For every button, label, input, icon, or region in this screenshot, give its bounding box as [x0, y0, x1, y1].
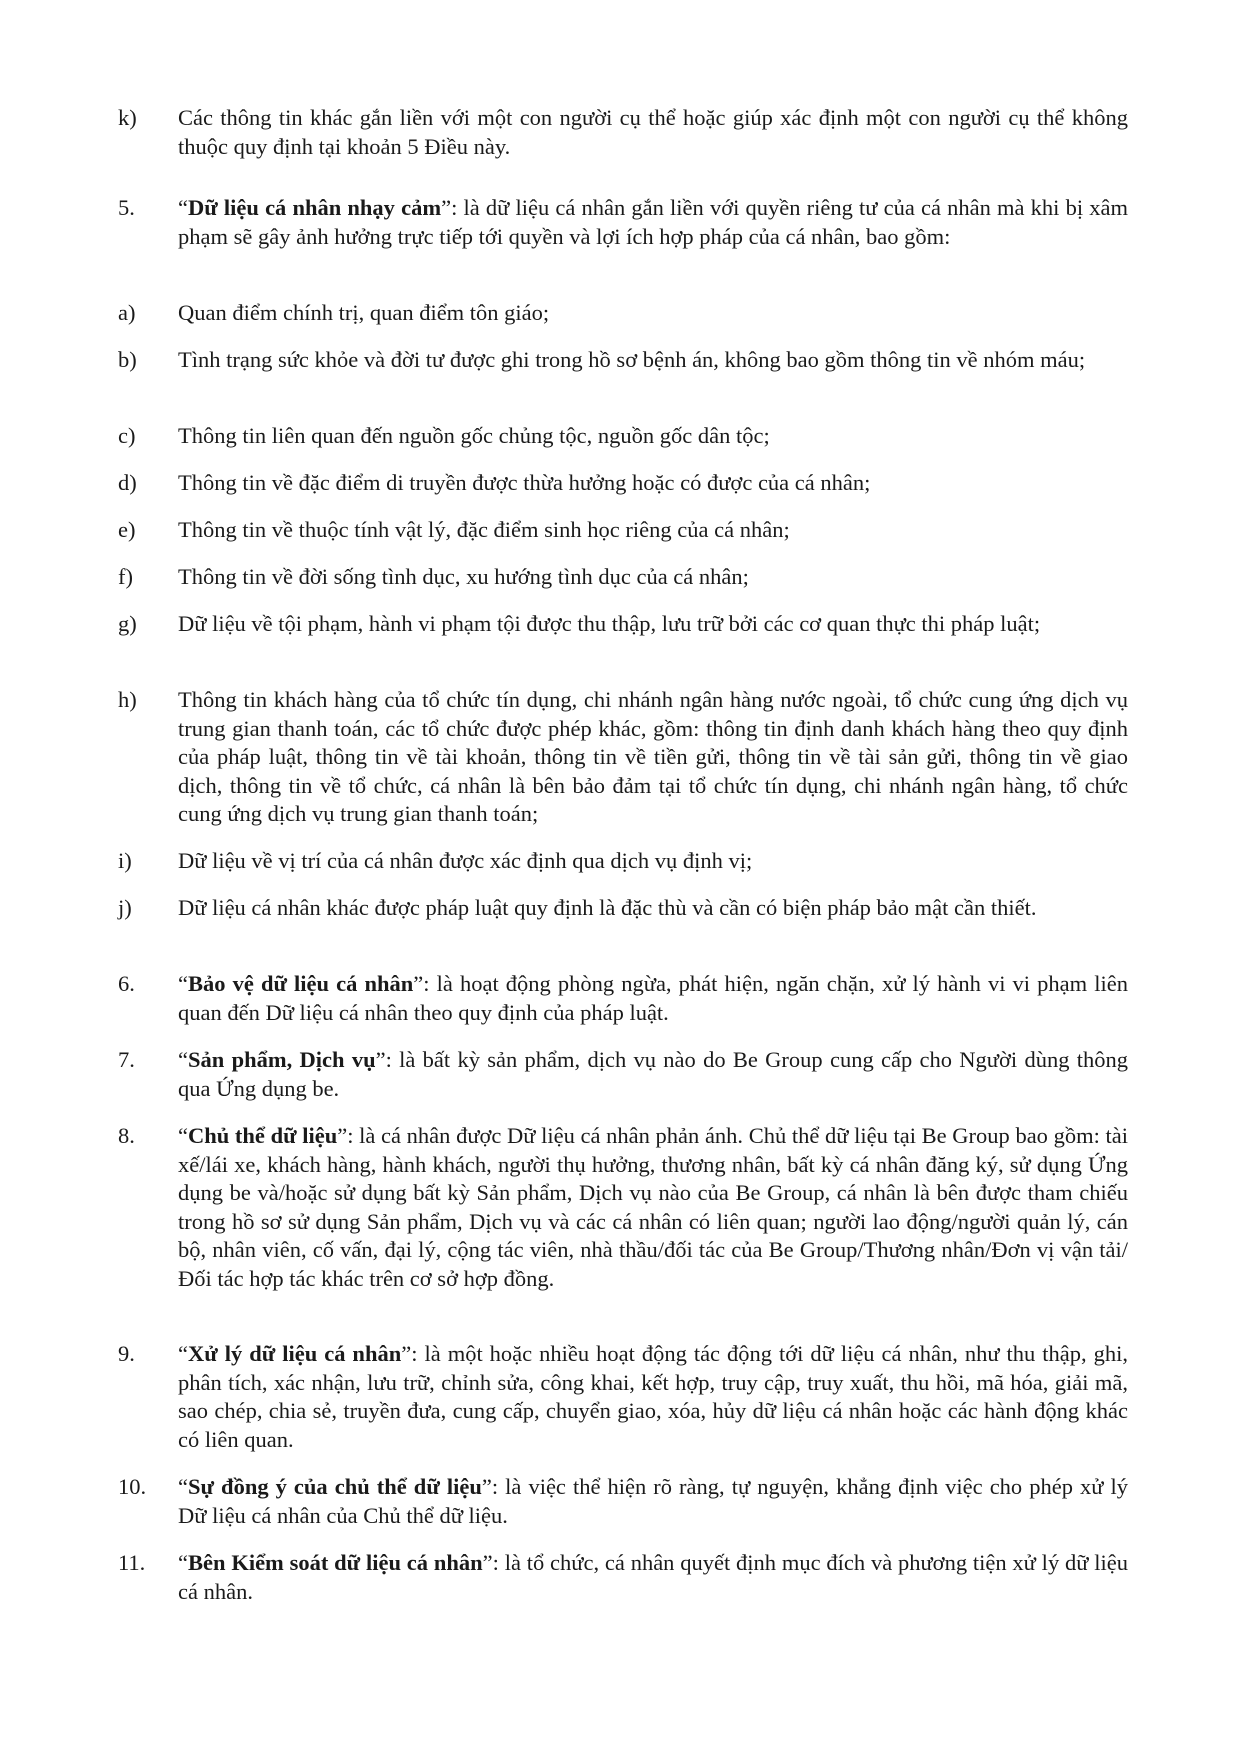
item-text: Thông tin liên quan đến nguồn gốc chủng tộc, nguồn gốc dân tộc;	[178, 423, 770, 448]
item-label: 10.	[118, 1474, 147, 1499]
item-label: g)	[118, 611, 137, 636]
list-item	[118, 686, 1128, 829]
defined-term: Chủ thể dữ liệu	[188, 1123, 338, 1148]
item-text: Thông tin về đặc điểm di truyền được thừa hưởng hoặc có được của cá nhân;	[178, 470, 871, 495]
list-item	[118, 104, 1128, 161]
item-label: h)	[118, 687, 137, 712]
definition-item	[118, 1122, 1128, 1294]
defined-term: Bảo vệ dữ liệu cá nhân	[188, 971, 414, 996]
item-label: 9.	[118, 1341, 135, 1366]
item-text: “Sản phẩm, Dịch vụ”: là bất kỳ sản phẩm, dịch vụ nào do Be Group cung cấp cho Người dùng thông qua Ứng dụng be.	[178, 1047, 1128, 1101]
list-item	[118, 422, 1128, 451]
item-text: Dữ liệu về vị trí của cá nhân được xác định qua dịch vụ định vị;	[178, 848, 753, 873]
defined-term: Sản phẩm, Dịch vụ	[188, 1047, 376, 1072]
item-text: Thông tin về đời sống tình dục, xu hướng tình dục của cá nhân;	[178, 564, 749, 589]
item-text: “Dữ liệu cá nhân nhạy cảm”: là dữ liệu cá nhân gắn liền với quyền riêng tư của cá nhân mà khi bị xâm phạm sẽ gây ảnh hưởng trực tiếp tới quyền và lợi ích hợp pháp của cá nhân, bao gồm:	[178, 195, 1128, 249]
item-text: Các thông tin khác gắn liền với một con người cụ thể hoặc giúp xác định một con người cụ thể không thuộc quy định tại khoản 5 Điều này.	[178, 105, 1128, 159]
list-item	[118, 610, 1128, 639]
list-item	[118, 516, 1128, 545]
item-text: Dữ liệu về tội phạm, hành vi phạm tội được thu thập, lưu trữ bởi các cơ quan thực thi pháp luật;	[178, 611, 1041, 636]
item-label: 6.	[118, 971, 135, 996]
item-label: 11.	[118, 1550, 146, 1575]
list-item	[118, 894, 1128, 923]
item-label: 7.	[118, 1047, 135, 1072]
item-label: d)	[118, 470, 137, 495]
list-item	[118, 346, 1128, 375]
definition-item	[118, 194, 1128, 251]
list-item	[118, 847, 1128, 876]
definition-item	[118, 970, 1128, 1027]
defined-term: Bên Kiểm soát dữ liệu cá nhân	[188, 1550, 483, 1575]
definition-item	[118, 1340, 1128, 1454]
item-label: 5.	[118, 195, 135, 220]
item-label: b)	[118, 347, 137, 372]
item-label: e)	[118, 517, 136, 542]
item-text: “Bảo vệ dữ liệu cá nhân”: là hoạt động phòng ngừa, phát hiện, ngăn chặn, xử lý hành vi vi phạm liên quan đến Dữ liệu cá nhân theo quy định của pháp luật.	[178, 971, 1128, 1025]
defined-term: Sự đồng ý của chủ thể dữ liệu	[188, 1474, 482, 1499]
defined-term: Dữ liệu cá nhân nhạy cảm	[188, 195, 442, 220]
item-label: j)	[118, 895, 132, 920]
item-label: a)	[118, 300, 136, 325]
definition-item	[118, 1549, 1128, 1606]
definition-item	[118, 1473, 1128, 1530]
item-label: c)	[118, 423, 136, 448]
list-item	[118, 563, 1128, 592]
item-label: i)	[118, 848, 132, 873]
item-label: k)	[118, 105, 137, 130]
list-item	[118, 469, 1128, 498]
item-label: f)	[118, 564, 133, 589]
item-label: 8.	[118, 1123, 135, 1148]
defined-term: Xử lý dữ liệu cá nhân	[188, 1341, 402, 1366]
definition-item	[118, 1046, 1128, 1103]
item-text: Thông tin về thuộc tính vật lý, đặc điểm sinh học riêng của cá nhân;	[178, 517, 790, 542]
item-text: Tình trạng sức khỏe và đời tư được ghi trong hồ sơ bệnh án, không bao gồm thông tin về nhóm máu;	[178, 347, 1086, 372]
item-text: Dữ liệu cá nhân khác được pháp luật quy định là đặc thù và cần có biện pháp bảo mật cần thiết.	[178, 895, 1037, 920]
item-text: Quan điểm chính trị, quan điểm tôn giáo;	[178, 300, 550, 325]
item-text: “Chủ thể dữ liệu”: là cá nhân được Dữ liệu cá nhân phản ánh. Chủ thể dữ liệu tại Be Group bao gồm: tài xế/lái xe, khách hàng, hành khách, người thụ hưởng, thương nhân, bất kỳ cá nhân đăng ký, sử dụng Ứng dụng be và/hoặc sử dụng bất kỳ Sản phẩm, Dịch vụ nào của Be Group, cá nhân là bên được tham chiếu trong hồ sơ sử dụng Sản phẩm, Dịch vụ và các cá nhân có liên quan; người lao động/người quản lý, cán bộ, nhân viên, cố vấn, đại lý, cộng tác viên, nhà thầu/đối tác của Be Group/Thương nhân/Đơn vị vận tải/Đối tác hợp tác khác trên cơ sở hợp đồng.	[178, 1123, 1128, 1291]
item-text: Thông tin khách hàng của tổ chức tín dụng, chi nhánh ngân hàng nước ngoài, tổ chức cung ứng dịch vụ trung gian thanh toán, các tổ chức được phép khác, gồm: thông tin định danh khách hàng theo quy định của pháp luật, thông tin về tài khoản, thông tin về tiền gửi, thông tin về tài sản gửi, thông tin về giao dịch, thông tin về tổ chức, cá nhân là bên bảo đảm tại tổ chức tín dụng, chi nhánh ngân hàng, tổ chức cung ứng dịch vụ trung gian thanh toán;	[178, 687, 1128, 827]
item-text: “Bên Kiểm soát dữ liệu cá nhân”: là tổ chức, cá nhân quyết định mục đích và phương tiện xử lý dữ liệu cá nhân.	[178, 1550, 1128, 1604]
item-text: “Xử lý dữ liệu cá nhân”: là một hoặc nhiều hoạt động tác động tới dữ liệu cá nhân, như thu thập, ghi, phân tích, xác nhận, lưu trữ, chỉnh sửa, công khai, kết hợp, truy cập, truy xuất, thu hồi, mã hóa, giải mã, sao chép, chia sẻ, truyền đưa, cung cấp, chuyển giao, xóa, hủy dữ liệu cá nhân hoặc các hành động khác có liên quan.	[178, 1341, 1128, 1452]
list-item	[118, 299, 1128, 328]
item-text: “Sự đồng ý của chủ thể dữ liệu”: là việc thể hiện rõ ràng, tự nguyện, khẳng định việc cho phép xử lý Dữ liệu cá nhân của Chủ thể dữ liệu.	[178, 1474, 1128, 1528]
